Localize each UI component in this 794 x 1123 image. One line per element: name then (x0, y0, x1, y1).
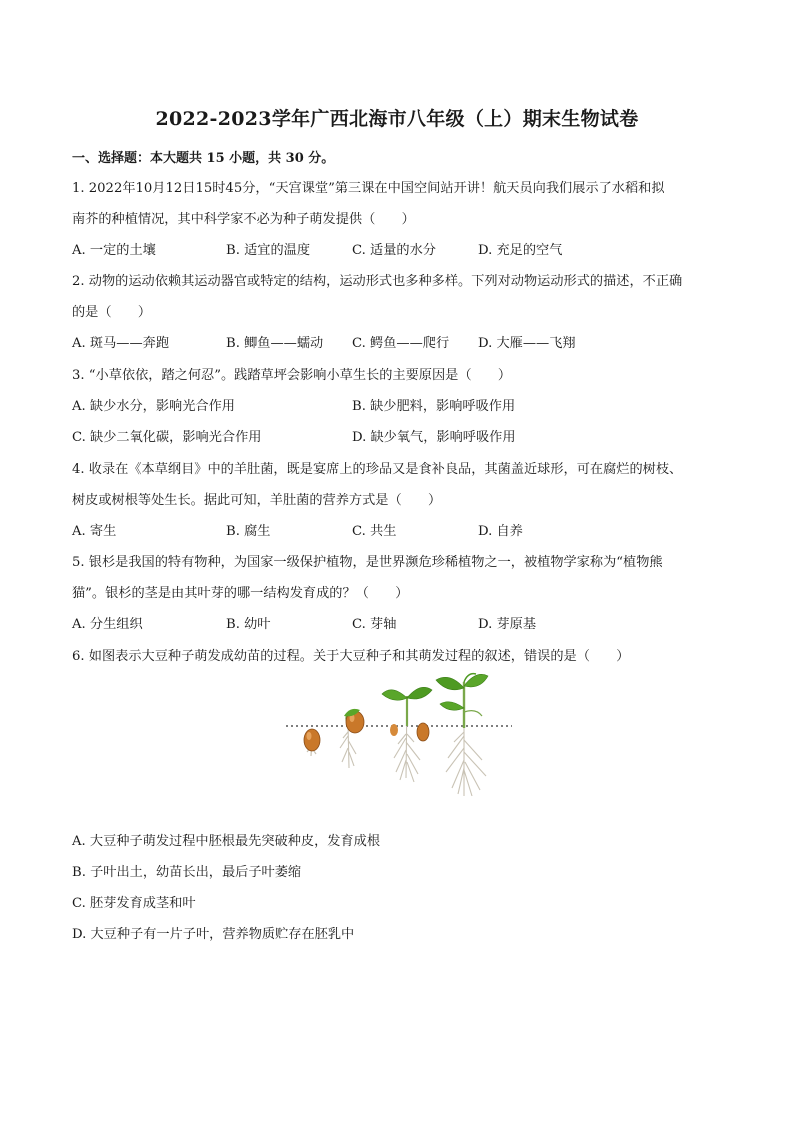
q5-option-d: D. 芽原基 (478, 617, 537, 632)
q3-option-d: D. 缺少氧气，影响呼吸作用 (352, 430, 516, 445)
q4-line-1: 4. 收录在《本草纲目》中的羊肚菌，既是宴席上的珍品又是食补良品，其菌盖近球形，可在腐烂的树枝、 (72, 462, 683, 477)
q6-option-a: A. 大豆种子萌发过程中胚根最先突破种皮，发育成根 (72, 834, 381, 849)
q4-line-2: 树皮或树根等处生长。据此可知，羊肚菌的营养方式是（ ） (72, 493, 442, 508)
q4-option-a: A. 寄生 (72, 524, 117, 539)
q1-line-2: 南芥的种植情况，其中科学家不必为种子萌发提供（ ） (72, 212, 415, 227)
q5-option-c: C. 芽轴 (352, 617, 397, 632)
q1-option-b: B. 适宜的温度 (226, 243, 311, 258)
q3-option-c: C. 缺少二氧化碳，影响光合作用 (72, 430, 262, 445)
stage-2-seedling (340, 709, 364, 768)
q1-option-c: C. 适量的水分 (352, 243, 436, 258)
q5-line-1: 5. 银杉是我国的特有物种，为国家一级保护植物，是世界濒危珍稀植物之一，被植物学家称为“植物熊 (72, 555, 663, 570)
stage-4-plant (436, 674, 488, 796)
page-title: 2022-2023学年广西北海市八年级（上）期末生物试卷 (155, 108, 639, 130)
stage-3-seedling (382, 687, 432, 782)
q2-option-a: A. 斑马——奔跑 (72, 336, 170, 351)
q2-line-2: 的是（ ） (72, 305, 152, 320)
q4-option-c: C. 共生 (352, 524, 397, 539)
q5-option-b: B. 幼叶 (226, 617, 271, 632)
q2-option-c: C. 鳄鱼——爬行 (352, 336, 450, 351)
q3-option-b: B. 缺少肥料，影响呼吸作用 (352, 399, 516, 414)
q6-option-b: B. 子叶出土，幼苗长出，最后子叶萎缩 (72, 865, 302, 880)
q1-line-1: 1. 2022年10月12日15时45分，“天宫课堂”第三课在中国空间站开讲！航天员向我们展示了水稻和拟 (72, 181, 665, 196)
q5-option-a: A. 分生组织 (72, 617, 143, 632)
q4-option-b: B. 腐生 (226, 524, 271, 539)
q3-option-a: A. 缺少水分，影响光合作用 (72, 399, 235, 414)
q2-option-b: B. 鲫鱼——蠕动 (226, 336, 324, 351)
q3-line-1: 3. “小草依依，踏之何忍”。践踏草坪会影响小草生长的主要原因是（ ） (72, 368, 512, 383)
section-heading: 一、选择题：本大题共 15 小题，共 30 分。 (72, 151, 335, 166)
germination-figure (282, 668, 517, 798)
q1-option-d: D. 充足的空气 (478, 243, 563, 258)
q2-option-d: D. 大雁——飞翔 (478, 336, 576, 351)
q5-line-2: 猫”。银杉的茎是由其叶芽的哪一结构发育成的？（ ） (72, 586, 409, 601)
q6-line-1: 6. 如图表示大豆种子萌发成幼苗的过程。关于大豆种子和其萌发过程的叙述，错误的是（ ） (72, 649, 630, 664)
q1-option-a: A. 一定的土壤 (72, 243, 156, 258)
q6-option-d: D. 大豆种子有一片子叶，营养物质贮存在胚乳中 (72, 927, 355, 942)
q4-option-d: D. 自养 (478, 524, 523, 539)
stage-1-seed (304, 729, 320, 756)
q2-line-1: 2. 动物的运动依赖其运动器官或特定的结构，运动形式也多种多样。下列对动物运动形式的描述，不正确 (72, 274, 683, 289)
q6-option-c: C. 胚芽发育成茎和叶 (72, 896, 196, 911)
